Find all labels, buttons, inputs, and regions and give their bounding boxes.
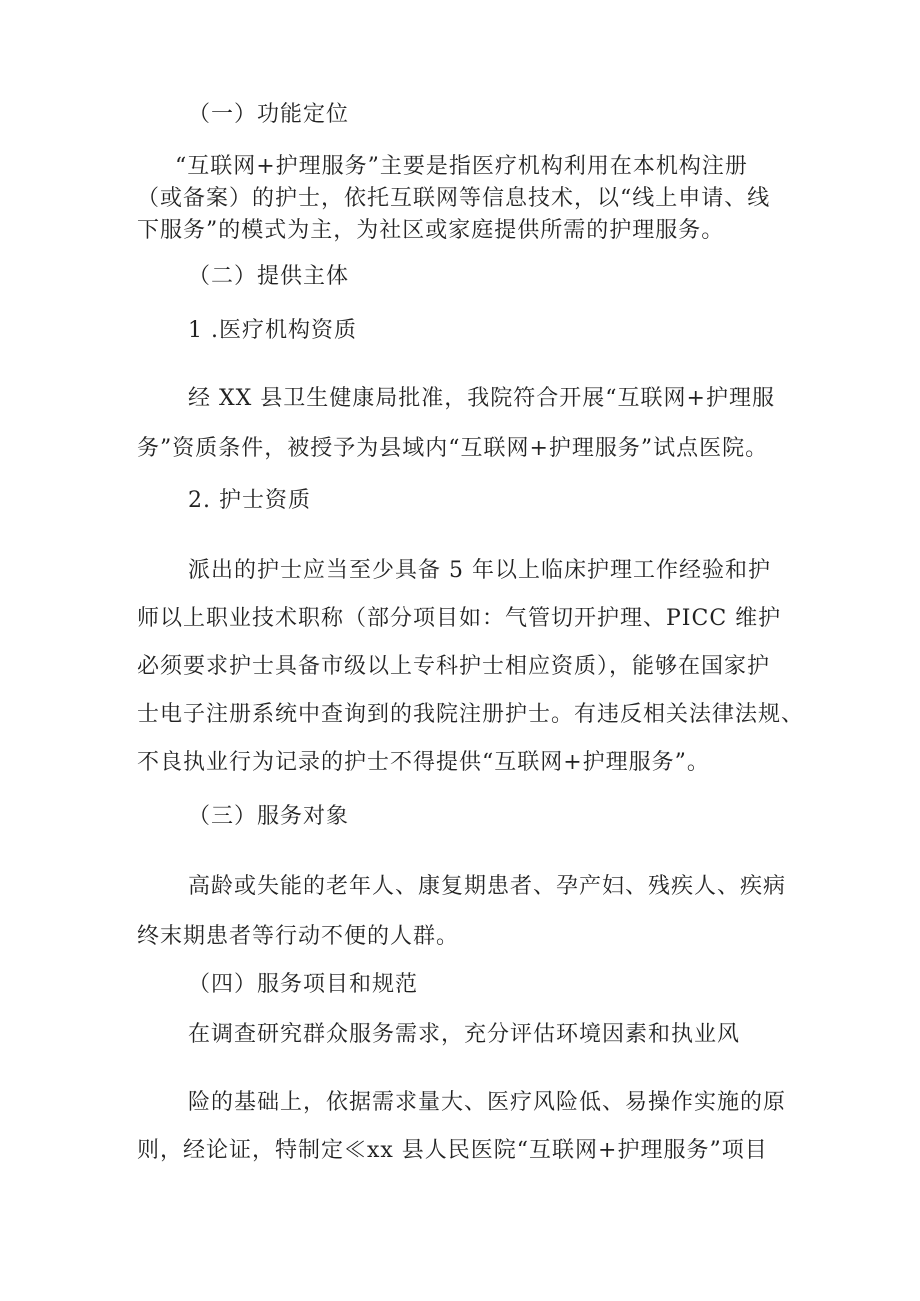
subsection-heading-nurse: 2. 护士资质	[188, 488, 311, 513]
paragraph-line: 务”资质条件，被授予为县域内“互联网+护理服务”试点医院。	[137, 436, 769, 461]
paragraph-line: （或备案）的护士，依托互联网等信息技术，以“线上申请、线	[137, 186, 771, 211]
section-heading-provider: （二）提供主体	[188, 264, 350, 289]
paragraph-line: “互联网+护理服务”主要是指医疗机构利用在本机构注册	[175, 154, 748, 179]
paragraph-line: 则，经论证，特制定≪xx 县人民医院“互联网+护理服务”项目	[137, 1138, 768, 1163]
section-heading-function: （一）功能定位	[188, 102, 350, 127]
section-heading-service-target: （三）服务对象	[188, 804, 350, 829]
paragraph-line: 不良执业行为记录的护士不得提供“互联网+护理服务”。	[137, 750, 710, 775]
subsection-heading-institution: 1 .医疗机构资质	[188, 318, 357, 343]
paragraph-line: 必须要求护士具备市级以上专科护士相应资质），能够在国家护	[137, 654, 771, 679]
paragraph-line: 士电子注册系统中查询到的我院注册护士。有违反相关法律法规、	[137, 702, 805, 727]
paragraph-line: 派出的护士应当至少具备 5 年以上临床护理工作经验和护	[188, 558, 771, 583]
paragraph-line: 险的基础上，依据需求量大、医疗风险低、易操作实施的原	[188, 1090, 787, 1115]
paragraph-line: 终末期患者等行动不便的人群。	[137, 924, 460, 949]
section-heading-service-items: （四）服务项目和规范	[188, 972, 419, 997]
paragraph-line: 师以上职业技术职称（部分项目如：气管切开护理、PICC 维护	[137, 606, 782, 631]
paragraph-line: 经 XX 县卫生健康局批准，我院符合开展“互联网+护理服	[188, 386, 775, 411]
paragraph-line: 下服务”的模式为主，为社区或家庭提供所需的护理服务。	[137, 218, 725, 243]
paragraph-line: 高龄或失能的老年人、康复期患者、孕产妇、残疾人、疾病	[188, 874, 787, 899]
paragraph-line: 在调查研究群众服务需求，充分评估环境因素和执业风	[188, 1022, 741, 1047]
